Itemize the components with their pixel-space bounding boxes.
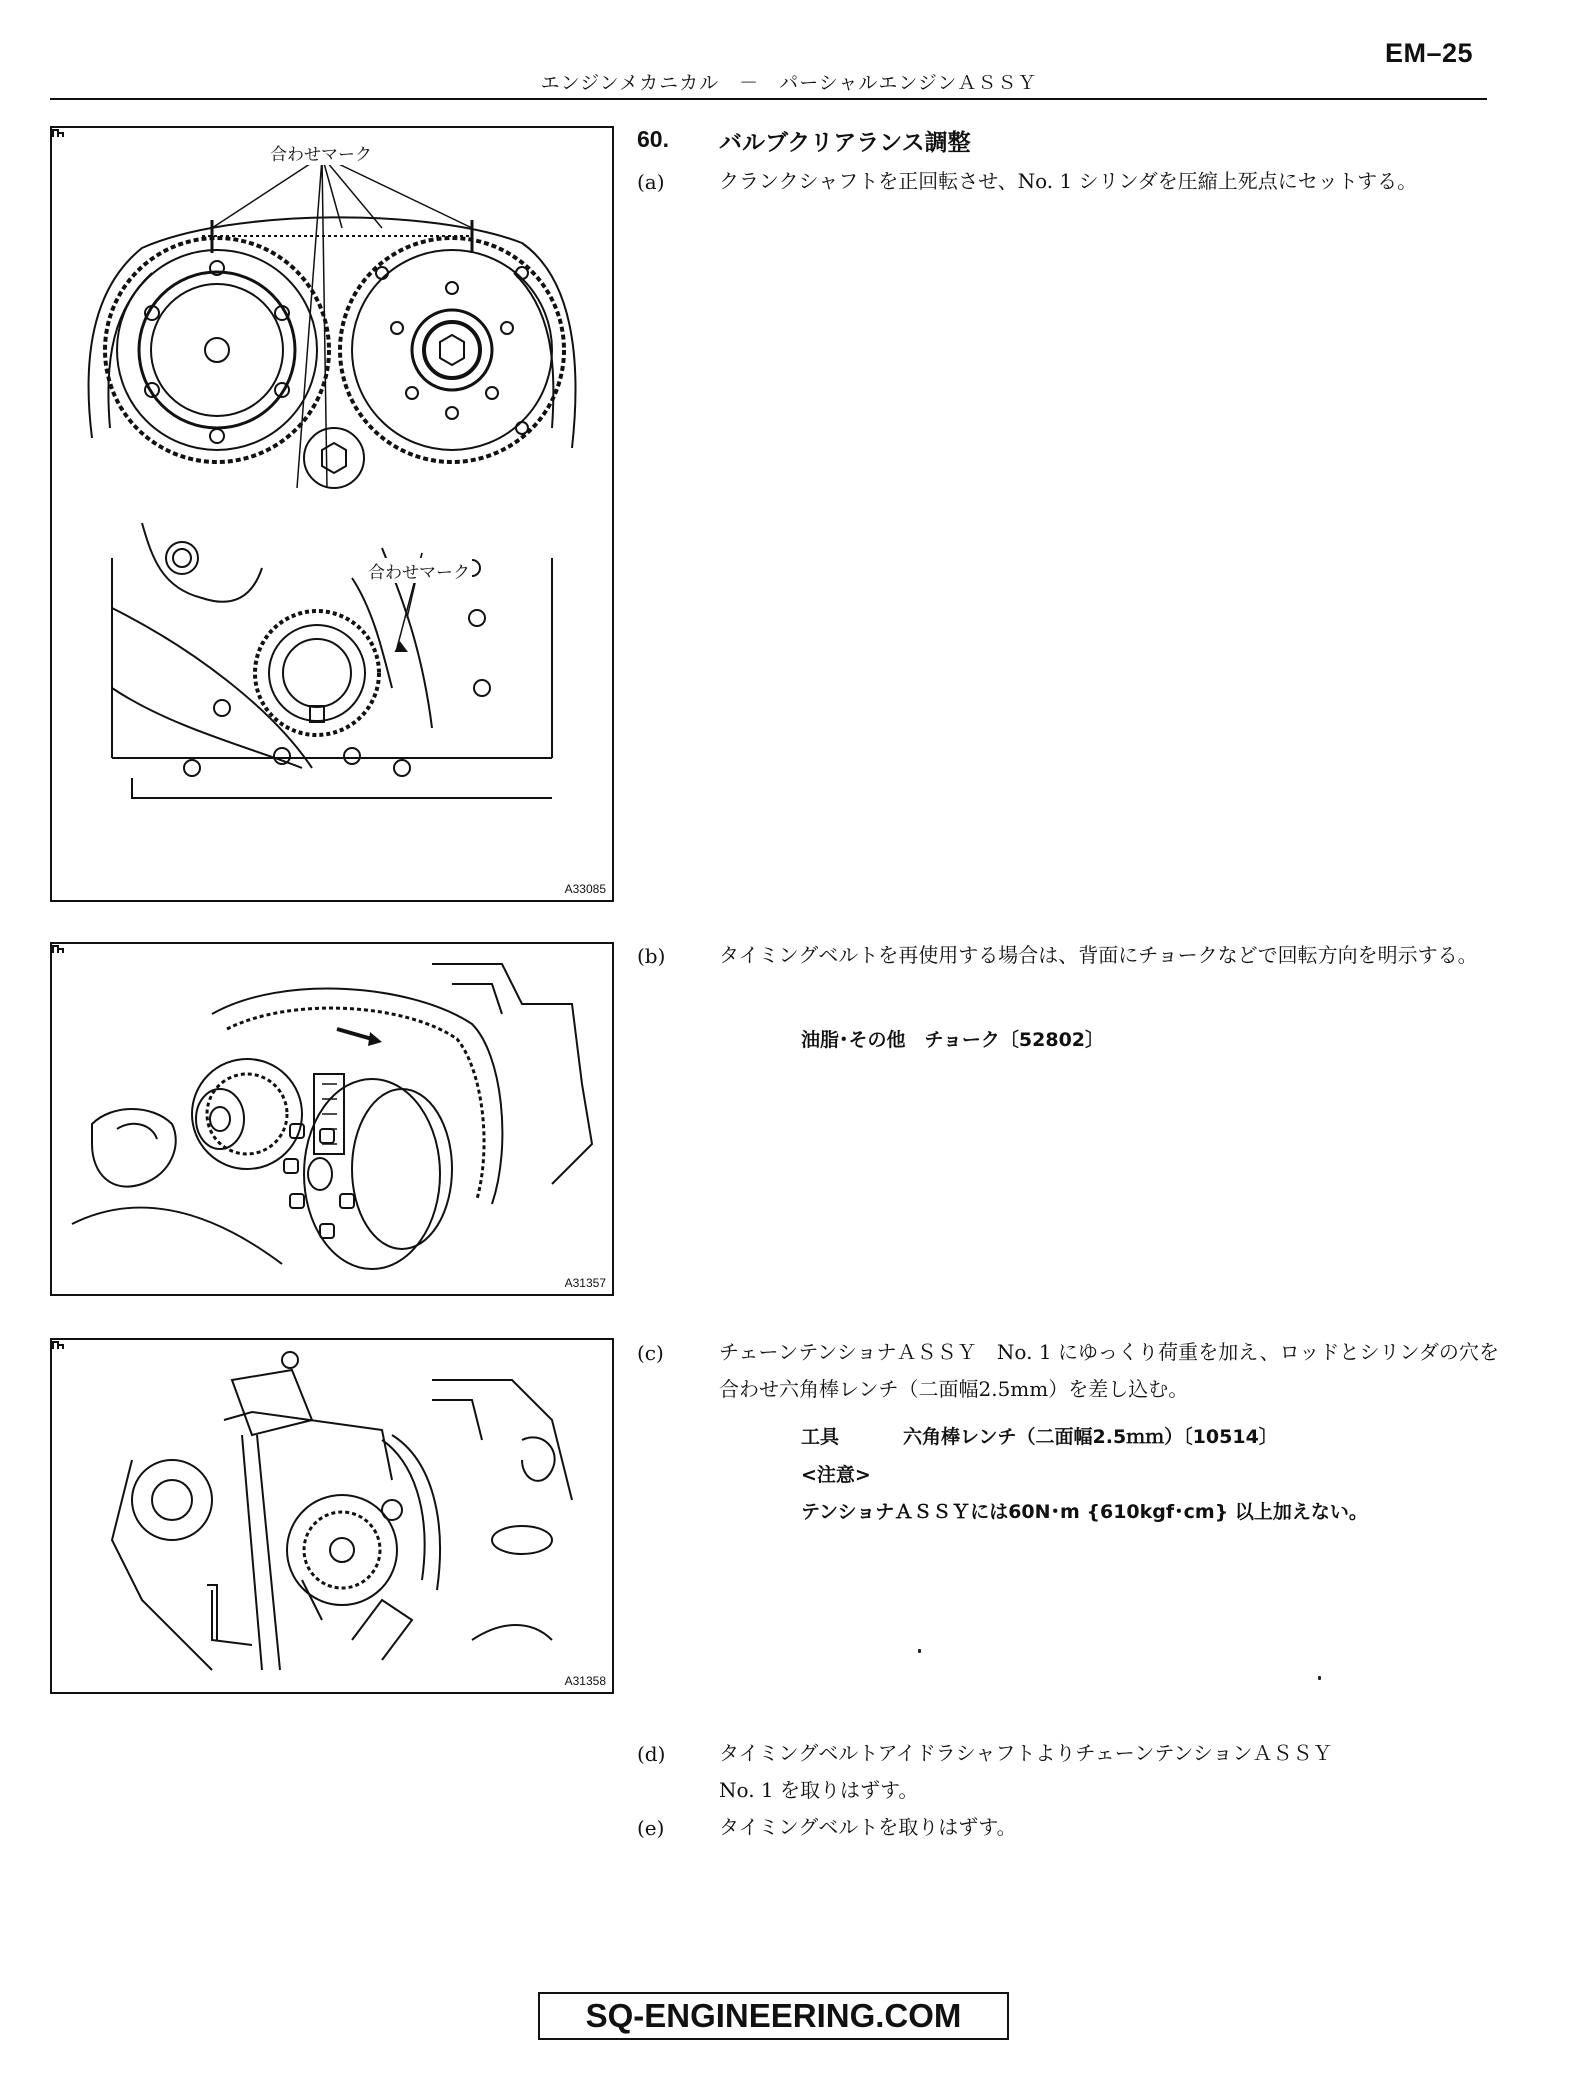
- match-mark-label-upper: 合わせマーク: [268, 140, 374, 165]
- item-marker: (d): [637, 1742, 666, 1766]
- figure-mark-icon: [52, 944, 64, 954]
- footer-watermark: SQ-ENGINEERING.COM: [538, 1992, 1009, 2040]
- figure-code: A33085: [564, 882, 606, 896]
- belt-direction-illustration: [52, 944, 612, 1294]
- figure-belt-direction: [50, 942, 614, 1296]
- tool-spec: 六角棒レンチ（二面幅2.5ｍｍ）〔10514〕: [903, 1426, 1278, 1448]
- item-marker: (b): [637, 944, 666, 968]
- figure-code: A31358: [564, 1674, 606, 1688]
- match-mark-label-lower: 合わせマーク: [366, 558, 472, 583]
- item-marker: (e): [637, 1816, 665, 1840]
- caution-text: テンショナＡＳＳＹには60N･m {610kgf･cm} 以上加えない。: [801, 1501, 1368, 1523]
- material-note: 油脂･その他 チョーク〔52802〕: [801, 1029, 1105, 1051]
- figure-mark-icon: [52, 128, 64, 138]
- item-text: タイミングベルトを取りはずす。: [719, 1815, 1017, 1839]
- figure-mark-icon: [52, 1340, 64, 1350]
- caution-label: <注意>: [801, 1464, 871, 1486]
- tensioner-wrench-illustration: [52, 1340, 612, 1692]
- figure-tensioner-wrench: [50, 1338, 614, 1694]
- item-marker: (a): [637, 170, 665, 194]
- figure-code: A31357: [564, 1276, 606, 1290]
- item-text: クランクシャフトを正回転させ、No. 1 シリンダを圧縮上死点にセットする。: [719, 169, 1418, 193]
- timing-marks-illustration: [52, 128, 612, 900]
- item-text: タイミングベルトを再使用する場合は、背面にチョークなどで回転方向を明示する。: [719, 943, 1478, 967]
- item-text: チェーンテンショナＡＳＳＹ No. 1 にゆっくり荷重を加え、ロッドとシリンダの穴を合わせ六角棒レンチ（二面幅2.5mm）を差し込む。: [719, 1340, 1499, 1401]
- section-title: エンジンメカニカル － パーシャルエンジンＡＳＳＹ: [540, 72, 1038, 94]
- page-number: EM–25: [1385, 38, 1474, 68]
- figure-timing-marks: [50, 126, 614, 902]
- scan-speck: [1318, 1676, 1321, 1680]
- tool-label: 工具: [801, 1426, 840, 1448]
- item-marker: (c): [637, 1341, 664, 1365]
- scan-speck: [918, 1649, 921, 1653]
- step-title: バルブクリアランス調整: [719, 130, 971, 156]
- header-divider: [50, 98, 1487, 100]
- item-text: タイミングベルトアイドラシャフトよりチェーンテンションＡＳＳＹ No. 1 を取りはずす。: [719, 1741, 1333, 1802]
- step-number: 60.: [637, 126, 669, 152]
